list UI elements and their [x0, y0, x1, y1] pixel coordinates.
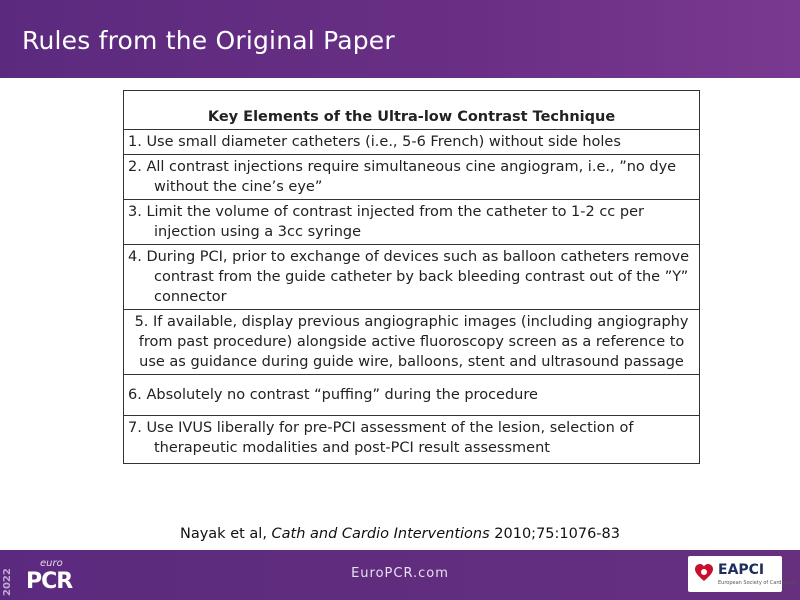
europcr-logo: PCR: [26, 569, 73, 594]
heart-icon: [694, 563, 714, 583]
table-heading: Key Elements of the Ultra-low Contrast Technique: [207, 109, 616, 125]
slide-footer: [0, 550, 800, 600]
table-row: 3. Limit the volume of contrast injected from the catheter to 1-2 cc per injection using a 3cc syringe: [124, 199, 699, 244]
table-row: 6. Absolutely no contrast “puffing” during the procedure: [124, 374, 699, 415]
citation-journal: Cath and Cardio Interventions: [271, 526, 490, 542]
citation-authors: Nayak et al,: [179, 526, 272, 542]
slide-title: Rules from the Original Paper: [22, 26, 395, 55]
eapci-subtitle: European Society of Cardiology: [718, 580, 797, 586]
table-row: 2. All contrast injections require simultaneous cine angiogram, i.e., ”no dye without the cine’s eye”: [124, 154, 699, 199]
table-row: 4. During PCI, prior to exchange of devices such as balloon catheters remove contrast from the guide catheter by back bleeding contrast out of the ”Y” connector: [124, 244, 699, 309]
footer-website: EuroPCR.com: [351, 566, 449, 581]
table-row: 7. Use IVUS liberally for pre-PCI assessment of the lesion, selection of therapeutic modalities and post-PCI result assessment: [124, 415, 699, 463]
citation: [0, 526, 800, 542]
citation-details: 2010;75:1076-83: [489, 526, 620, 542]
europcr-logo-top: euro: [40, 558, 63, 569]
eapci-logo: [688, 556, 797, 592]
table-row: 5. If available, display previous angiographic images (including angiography from past procedure) alongside active fluoroscopy screen as a reference to use as guidance during guide wire, balloons, stent and ultrasound passage: [124, 309, 699, 374]
footer-year: 2022: [2, 568, 13, 596]
table-row: 1. Use small diameter catheters (i.e., 5-6 French) without side holes: [124, 129, 699, 154]
slide-header: [0, 0, 800, 78]
eapci-name: EAPCI: [718, 562, 765, 578]
key-elements-table: [123, 90, 700, 464]
